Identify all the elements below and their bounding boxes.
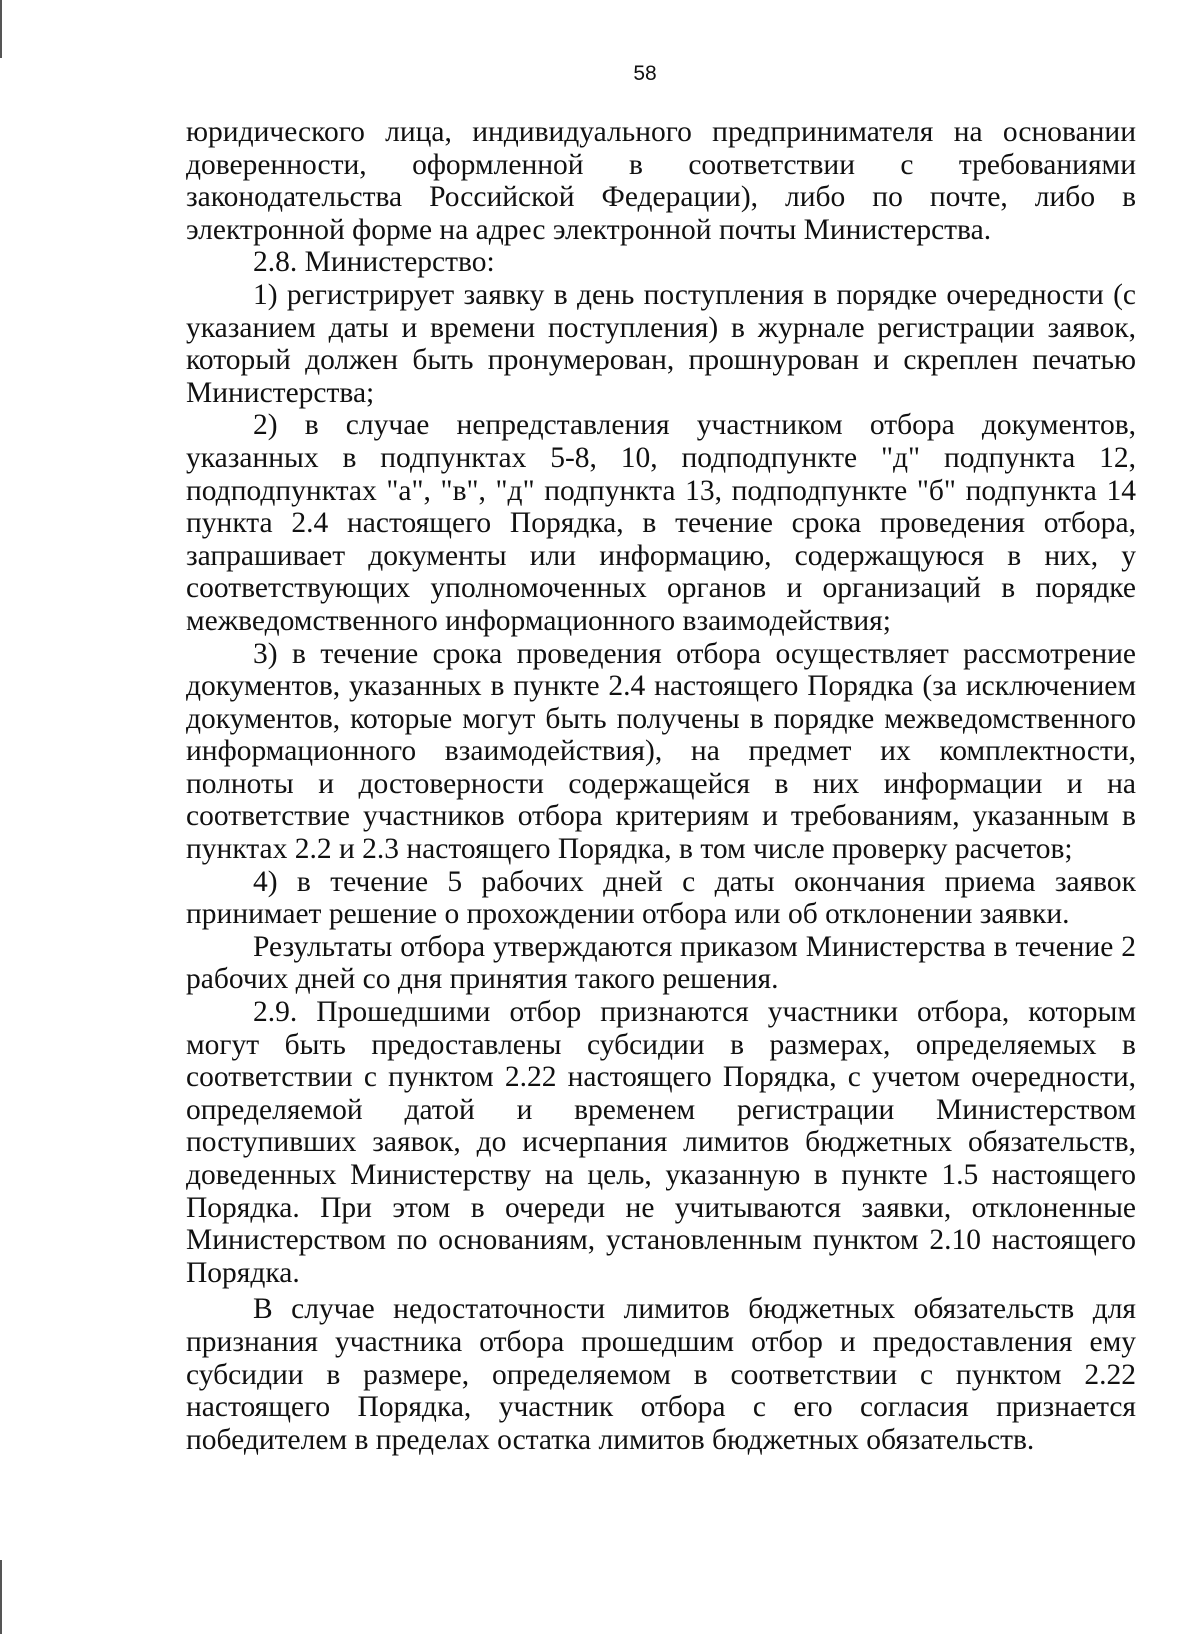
paragraph-item-1: 1) регистрирует заявку в день поступления в порядке очередности (с указанием даты и времени поступления) в журнале регистрации заявок, который должен быть пронумерован, прошнурован и скреплен печатью Министерства; [186, 278, 1136, 409]
page-number: 58 [633, 62, 657, 85]
paragraph-section-2-8: 2.8. Министерство: [253, 246, 495, 279]
paragraph-insufficient-limits: В случае недостаточности лимитов бюджетных обязательств для признания участника отбора прошедшим отбор и предоставления ему субсидии в размере, определяемом в соответствии с пунктом 2.22 настоящего Порядка, участник отбора с его согласия признается победителем в пределах остатка лимитов бюджетных обязательств. [186, 1293, 1136, 1456]
paragraph-item-2: 2) в случае непредставления участником отбора документов, указанных в подпунктах 5-8, 10, подподпункте "д" подпункта 12, подподпунктах "а", "в", "д" подпункта 13, подподпункте "б" подпункта 14 пункта 2.4 настоящего Порядка, в течение срока проведения отбора, запрашивает документы или информацию, содержащуюся в них, у соответствующих уполномоченных органов и организаций в порядке межведомственного информационного взаимодействия; [186, 409, 1136, 637]
paragraph-item-3: 3) в течение срока проведения отбора осуществляет рассмотрение документов, указанных в пункте 2.4 настоящего Порядка (за исключением документов, которые могут быть получены в порядке межведомственного информационного взаимодействия), на предмет их комплектности, полноты и достоверности содержащейся в них информации и на соответствие участников отбора критериям и требованиям, указанным в пунктах 2.2 и 2.3 настоящего Порядка, в том числе проверку расчетов; [186, 637, 1136, 866]
scan-edge-bottom [0, 1560, 2, 1634]
paragraph-item-4: 4) в течение 5 рабочих дней с даты окончания приема заявок принимает решение о прохождении отбора или об отклонении заявки. [186, 865, 1136, 931]
paragraph-results: Результаты отбора утверждаются приказом Министерства в течение 2 рабочих дней со дня принятия такого решения. [186, 930, 1136, 996]
paragraph-section-2-9: 2.9. Прошедшими отбор признаются участники отбора, которым могут быть предоставлены субсидии в размерах, определяемых в соответствии с пунктом 2.22 настоящего Порядка, с учетом очередности, определяемой датой и временем регистрации Министерством поступивших заявок, до исчерпания лимитов бюджетных обязательств, доведенных Министерству на цель, указанную в пункте 1.5 настоящего Порядка. При этом в очереди не учитываются заявки, отклоненные Министерством по основаниям, установленным пунктом 2.10 настоящего Порядка. [186, 996, 1136, 1289]
scan-edge-top [0, 0, 2, 58]
paragraph-continuation: юридического лица, индивидуального предпринимателя на основании доверенности, оформленной в соответствии с требованиями законодательства Российской Федерации), либо по почте, либо в электронной форме на адрес электронной почты Министерства. [186, 116, 1136, 246]
document-body [186, 116, 1136, 1456]
